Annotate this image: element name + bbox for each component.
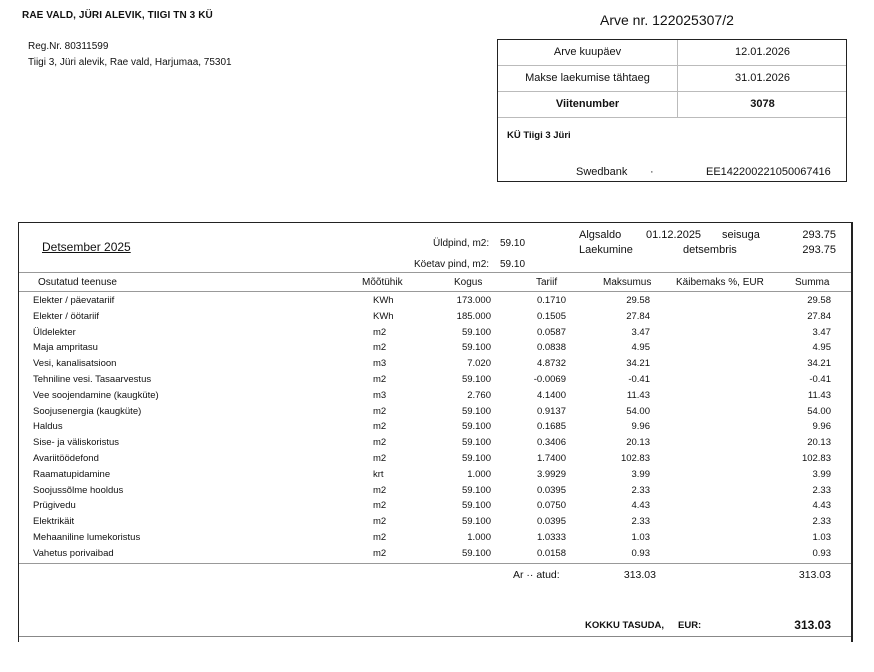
row-amount: 102.83 [620, 453, 650, 464]
row-rate: 0.1710 [536, 295, 566, 306]
row-amount: 4.43 [631, 500, 650, 512]
row-unit: krt [373, 468, 384, 480]
row-qty: 185.000 [456, 310, 491, 322]
row-service: Vee soojendamine (kaugküte) [33, 389, 159, 401]
row-sum: 29.58 [807, 295, 831, 306]
bank-iban: EE142200221050067416 [706, 166, 831, 178]
total-due-value: 313.03 [794, 618, 831, 632]
invoice-info-box [497, 39, 847, 182]
header-divider [19, 272, 851, 273]
table-row [0, 500, 874, 516]
rows-bottom-divider [19, 563, 851, 564]
row-sum: 11.43 [807, 389, 831, 401]
row-rate: 1.0333 [536, 532, 566, 543]
row-rate: 0.9137 [536, 405, 566, 417]
row-rate: 0.1685 [536, 421, 566, 433]
table-row [0, 516, 874, 532]
invoice-date-row [498, 40, 846, 66]
opening-balance-date: 01.12.2025 [646, 229, 702, 241]
invoice-date-value: 12.01.2026 [734, 46, 791, 58]
opening-balance-suffix: seisuga [722, 229, 760, 241]
row-unit: m2 [373, 453, 387, 464]
row-unit: m2 [373, 374, 387, 385]
row-amount: 1.03 [631, 532, 650, 543]
bottom-divider [19, 636, 851, 637]
bank-name: Swedbank [576, 166, 628, 178]
row-amount: 29.58 [626, 295, 650, 306]
col-header-qty: Kogus [454, 277, 483, 288]
row-unit: m2 [373, 437, 387, 449]
row-service: Soojussõlme hooldus [33, 484, 124, 496]
due-date-value: 31.01.2026 [734, 72, 791, 84]
row-rate: 3.9929 [536, 468, 566, 480]
row-qty: 59.100 [461, 547, 491, 559]
subtotal-label: Ar ·· atud: [513, 569, 560, 581]
row-sum: 2.33 [812, 484, 831, 496]
table-row [0, 548, 874, 564]
row-qty: 59.100 [461, 374, 491, 385]
table-row [0, 453, 874, 469]
col-header-unit: Mõõtühik [362, 277, 403, 288]
row-unit: KWh [373, 310, 394, 322]
row-service: Vahetus porivaibad [33, 547, 114, 559]
row-qty: 59.100 [461, 342, 491, 354]
row-amount: 54.00 [626, 405, 650, 417]
table-row [0, 327, 874, 343]
row-rate: 0.0587 [536, 326, 566, 338]
row-rate: 0.0158 [536, 547, 566, 559]
table-row [0, 437, 874, 453]
due-date-label: Makse laekumise tähtaeg [498, 66, 678, 91]
seller-name: RAE VALD, JÜRI ALEVIK, TIIGI TN 3 KÜ [22, 10, 213, 21]
row-service: Raamatupidamine [33, 468, 111, 480]
table-row [0, 311, 874, 327]
row-amount: -0.41 [628, 374, 650, 385]
table-row [0, 406, 874, 422]
row-sum: 34.21 [807, 358, 831, 370]
row-qty: 59.100 [461, 516, 491, 528]
subtotal-sum: 313.03 [798, 569, 831, 581]
row-sum: 2.33 [812, 516, 831, 528]
row-amount: 11.43 [626, 389, 650, 401]
row-unit: m2 [373, 500, 387, 512]
row-qty: 59.100 [461, 326, 491, 338]
table-row [0, 358, 874, 374]
row-qty: 59.100 [461, 484, 491, 496]
column-header-divider [19, 291, 851, 292]
table-row [0, 485, 874, 501]
row-amount: 27.84 [626, 310, 650, 322]
row-unit: m2 [373, 532, 387, 543]
table-row [0, 374, 874, 390]
row-sum: 4.43 [812, 500, 831, 512]
table-row [0, 532, 874, 548]
row-amount: 34.21 [626, 358, 650, 370]
opening-balance-value: 293.75 [802, 229, 836, 241]
invoice-date-label: Arve kuupäev [498, 40, 678, 65]
row-service: Elektrikäit [33, 516, 75, 528]
row-sum: -0.41 [809, 374, 831, 385]
row-service: Tehniline vesi. Tasaarvestus [33, 374, 152, 385]
table-row [0, 469, 874, 485]
row-sum: 54.00 [807, 405, 831, 417]
row-qty: 59.100 [461, 453, 491, 464]
total-due-currency: EUR: [678, 620, 702, 631]
row-qty: 1.000 [467, 532, 491, 543]
row-qty: 59.100 [461, 421, 491, 433]
reference-label: Viitenumber [498, 92, 678, 117]
table-row [0, 295, 874, 311]
row-rate: 4.8732 [536, 358, 566, 370]
row-sum: 9.96 [812, 421, 831, 433]
col-header-amount: Maksumus [603, 277, 652, 288]
row-service: Elekter / öötariif [33, 310, 99, 322]
total-due-label: KOKKU TASUDA, [585, 620, 664, 631]
bank-separator: · [650, 166, 654, 178]
heated-area-value: 59.10 [500, 259, 526, 270]
row-service: Haldus [33, 421, 63, 433]
row-sum: 3.47 [812, 326, 831, 338]
row-rate: -0.0069 [533, 374, 566, 385]
row-sum: 1.03 [812, 532, 831, 543]
row-unit: m3 [373, 358, 387, 370]
row-amount: 2.33 [631, 484, 650, 496]
row-qty: 173.000 [456, 295, 491, 306]
heated-area-label: Köetav pind, m2: [414, 259, 490, 270]
row-unit: KWh [373, 295, 394, 306]
subtotal-amount: 313.03 [623, 569, 656, 581]
table-row [0, 390, 874, 406]
row-sum: 102.83 [801, 453, 831, 464]
table-row [0, 421, 874, 437]
payer-name: KÜ Tiigi 3 Jüri [507, 130, 571, 141]
row-qty: 59.100 [461, 405, 491, 417]
row-amount: 2.33 [631, 516, 650, 528]
row-unit: m2 [373, 547, 387, 559]
received-month: detsembris [683, 244, 737, 256]
row-unit: m2 [373, 484, 387, 496]
row-qty: 2.760 [467, 389, 491, 401]
row-service: Üldelekter [33, 326, 76, 338]
row-rate: 0.1505 [536, 310, 566, 322]
row-unit: m2 [373, 421, 387, 433]
row-qty: 1.000 [467, 468, 491, 480]
row-sum: 4.95 [812, 342, 831, 354]
row-unit: m2 [373, 326, 387, 338]
due-date-row [498, 66, 846, 92]
row-amount: 20.13 [626, 437, 650, 449]
total-area-label: Üldpind, m2: [433, 238, 490, 249]
row-unit: m2 [373, 516, 387, 528]
row-amount: 0.93 [631, 547, 650, 559]
invoice-number: Arve nr. 122025307/2 [600, 12, 734, 28]
row-rate: 0.3406 [536, 437, 566, 449]
row-rate: 4.1400 [536, 389, 566, 401]
row-qty: 7.020 [467, 358, 491, 370]
row-qty: 59.100 [461, 500, 491, 512]
row-sum: 0.93 [812, 547, 831, 559]
row-unit: m2 [373, 342, 387, 354]
received-label: Laekumine [579, 244, 633, 256]
row-service: Soojusenergia (kaugküte) [33, 405, 142, 417]
row-amount: 4.95 [631, 342, 650, 354]
row-rate: 1.7400 [536, 453, 566, 464]
row-service: Prügivedu [33, 500, 76, 512]
row-amount: 3.99 [631, 468, 650, 480]
row-amount: 3.47 [631, 326, 650, 338]
reference-row [498, 92, 846, 118]
seller-reg-number: Reg.Nr. 80311599 [28, 41, 109, 52]
reference-value: 3078 [750, 98, 775, 110]
row-sum: 20.13 [807, 437, 831, 449]
col-header-sum: Summa [795, 277, 830, 288]
row-service: Sise- ja väliskoristus [33, 437, 120, 449]
row-unit: m2 [373, 405, 387, 417]
col-header-rate: Tariif [536, 277, 558, 288]
row-rate: 0.0395 [536, 516, 566, 528]
billing-period: Detsember 2025 [42, 240, 131, 254]
row-service: Elekter / päevatariif [33, 295, 115, 306]
opening-balance-label: Algsaldo [579, 229, 622, 241]
row-amount: 9.96 [631, 421, 650, 433]
col-header-service: Osutatud teenuse [38, 277, 117, 288]
col-header-vat: Käibemaks %, EUR [676, 277, 764, 288]
row-unit: m3 [373, 389, 387, 401]
row-sum: 3.99 [812, 468, 831, 480]
row-service: Maja ampritasu [33, 342, 98, 354]
received-value: 293.75 [802, 244, 836, 256]
total-area-value: 59.10 [500, 238, 526, 249]
row-service: Mehaaniline lumekoristus [33, 532, 141, 543]
seller-address: Tiigi 3, Jüri alevik, Rae vald, Harjumaa, 75301 [28, 57, 232, 68]
row-sum: 27.84 [807, 310, 831, 322]
table-row [0, 342, 874, 358]
row-rate: 0.0750 [536, 500, 566, 512]
row-qty: 59.100 [461, 437, 491, 449]
row-rate: 0.0838 [536, 342, 566, 354]
row-service: Avariitöödefond [33, 453, 99, 464]
row-rate: 0.0395 [536, 484, 566, 496]
row-service: Vesi, kanalisatsioon [33, 358, 117, 370]
